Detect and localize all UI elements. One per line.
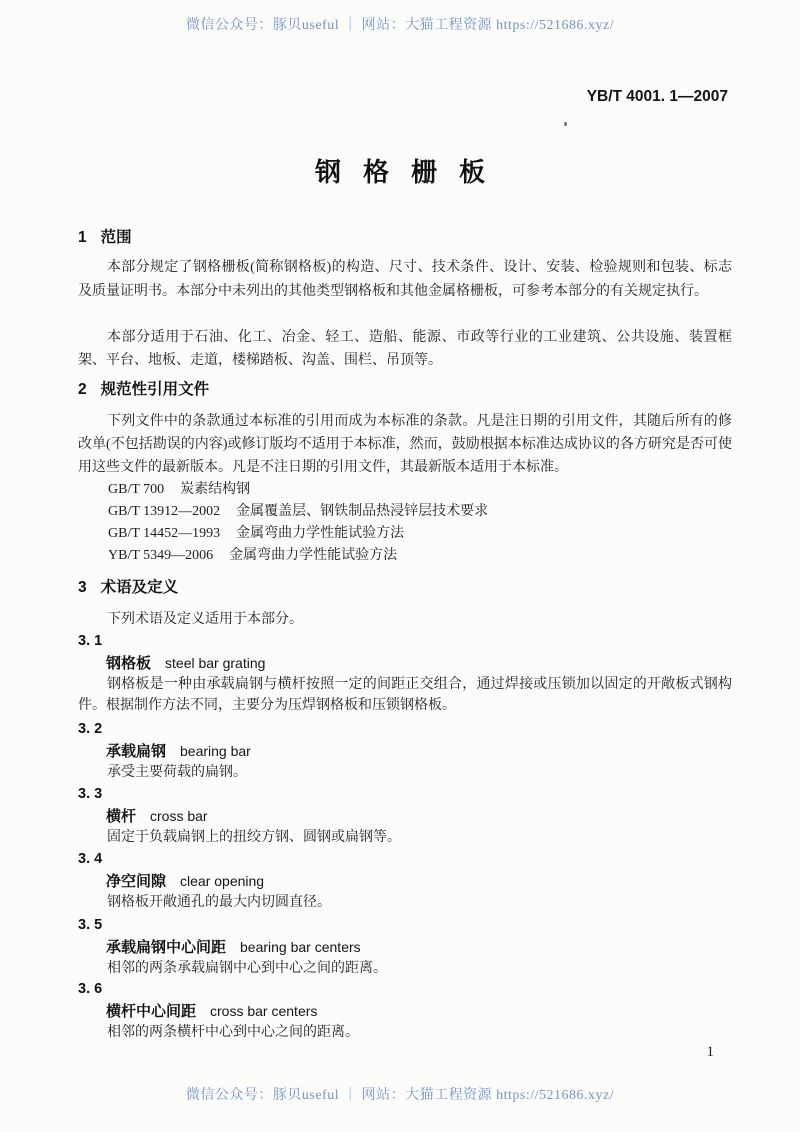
- reference-code: GB/T 14452—1993: [108, 526, 221, 541]
- term-en: clear opening: [180, 872, 265, 889]
- reference-code: GB/T 13912—2002: [108, 504, 221, 519]
- term-block-3-1: [78, 631, 732, 716]
- term-number: 3. 6: [78, 981, 103, 997]
- reference-item: [78, 545, 732, 567]
- reference-code: YB/T 5349—2006: [108, 548, 214, 563]
- reference-code: GB/T 700: [108, 482, 165, 497]
- page-number: 1: [706, 1044, 714, 1060]
- term-zh: 横杆中心间距: [106, 1002, 197, 1020]
- term-en: steel bar grating: [165, 654, 266, 671]
- term-definition: 钢格板开敞通孔的最大内切圆直径。: [107, 895, 331, 910]
- terms-intro: 下列术语及定义适用于本部分。: [107, 612, 303, 627]
- term-number: 3. 4: [78, 851, 103, 867]
- reference-list: [78, 479, 732, 567]
- standard-code: YB/T 4001. 1—2007: [586, 88, 728, 105]
- reference-item: [78, 501, 732, 523]
- watermark-header: 微信公众号：豚贝useful ｜ 网站：大猫工程资源 https://521686.xyz/: [185, 18, 615, 33]
- term-name-line: [78, 871, 732, 893]
- term-name-line: [78, 741, 732, 763]
- term-block-3-2: [78, 719, 732, 783]
- term-definition: 钢格板是一种由承载扁钢与横杆按照一定的间距正交组合，通过焊接或压锁加以固定的开敞板式钢构件。根据制作方法不同，主要分为压焊钢格板和压锁钢格板。: [78, 677, 732, 713]
- term-en: cross bar: [150, 807, 208, 824]
- term-zh: 横杆: [106, 807, 137, 825]
- reference-item: [78, 523, 732, 545]
- section-heading-scope: [78, 226, 732, 249]
- term-number: 3. 2: [78, 721, 103, 737]
- term-number: 3. 5: [78, 917, 103, 933]
- reference-title: 金属覆盖层、钢铁制品热浸锌层技术要求: [236, 504, 489, 519]
- watermark-footer: 微信公众号：豚贝useful ｜ 网站：大猫工程资源 https://521686.xyz/: [185, 1088, 615, 1103]
- term-name-line: [78, 653, 732, 675]
- term-definition: 承受主要荷载的扁钢。: [107, 765, 247, 780]
- term-number: 3. 1: [78, 633, 103, 649]
- scope-paragraph-1: 本部分规定了钢格栅板(简称钢格板)的构造、尺寸、技术条件、设计、安装、检验规则和包装、标志及质量证明书。本部分中未列出的其他类型钢格板和其他金属格栅板，可参考本部分的有关规定执行。: [78, 260, 732, 299]
- term-definition: 固定于负载扁钢上的扭绞方钢、圆钢或扁钢等。: [107, 830, 401, 845]
- term-en: bearing bar centers: [240, 938, 361, 955]
- scan-speck: [564, 122, 567, 126]
- term-block-3-6: [78, 979, 732, 1043]
- term-definition: 相邻的两条横杆中心到中心之间的距离。: [107, 1025, 359, 1040]
- scope-paragraph-2: 本部分适用于石油、化工、冶金、轻工、造船、能源、市政等行业的工业建筑、公共设施、装置框架、平台、地板、走道，楼梯踏板、沟盖、围栏、吊顶等。: [78, 330, 732, 368]
- term-zh: 钢格板: [106, 654, 152, 672]
- section-title: 术语及定义: [100, 579, 179, 596]
- reference-title: 金属弯曲力学性能试验方法: [236, 526, 405, 541]
- section-number: 1: [78, 229, 87, 246]
- term-en: cross bar centers: [210, 1002, 318, 1019]
- term-number: 3. 3: [78, 786, 103, 802]
- section-heading-terms: [78, 576, 732, 599]
- reference-item: [78, 479, 732, 501]
- term-zh: 净空间隙: [106, 872, 167, 890]
- section-title: 范围: [100, 229, 132, 246]
- reference-title: 炭素结构钢: [180, 482, 251, 497]
- reference-title: 金属弯曲力学性能试验方法: [229, 548, 398, 563]
- term-block-3-4: [78, 849, 732, 913]
- section-number: 3: [78, 579, 87, 596]
- section-number: 2: [78, 381, 87, 398]
- term-en: bearing bar: [180, 742, 251, 759]
- term-name-line: [78, 937, 732, 959]
- document-title: 钢格栅板: [314, 157, 507, 187]
- term-definition: 相邻的两条承载扁钢中心到中心之间的距离。: [107, 961, 387, 976]
- term-name-line: [78, 1001, 732, 1023]
- term-zh: 承载扁钢: [106, 742, 167, 760]
- term-block-3-3: [78, 784, 732, 848]
- section-title: 规范性引用文件: [100, 381, 210, 398]
- term-name-line: [78, 806, 732, 828]
- references-paragraph: 下列文件中的条款通过本标准的引用而成为本标准的条款。凡是注日期的引用文件，其随后所有的修改单(不包括勘误的内容)或修订版均不适用于本标准，然而，鼓励根据本标准达成协议的各方研究是否可使用这些文件的最新版本。凡是不注日期的引用文件，其最新版本适用于本标准。: [78, 414, 732, 475]
- section-heading-references: [78, 378, 732, 401]
- term-zh: 承载扁钢中心间距: [106, 938, 227, 956]
- term-block-3-5: [78, 915, 732, 979]
